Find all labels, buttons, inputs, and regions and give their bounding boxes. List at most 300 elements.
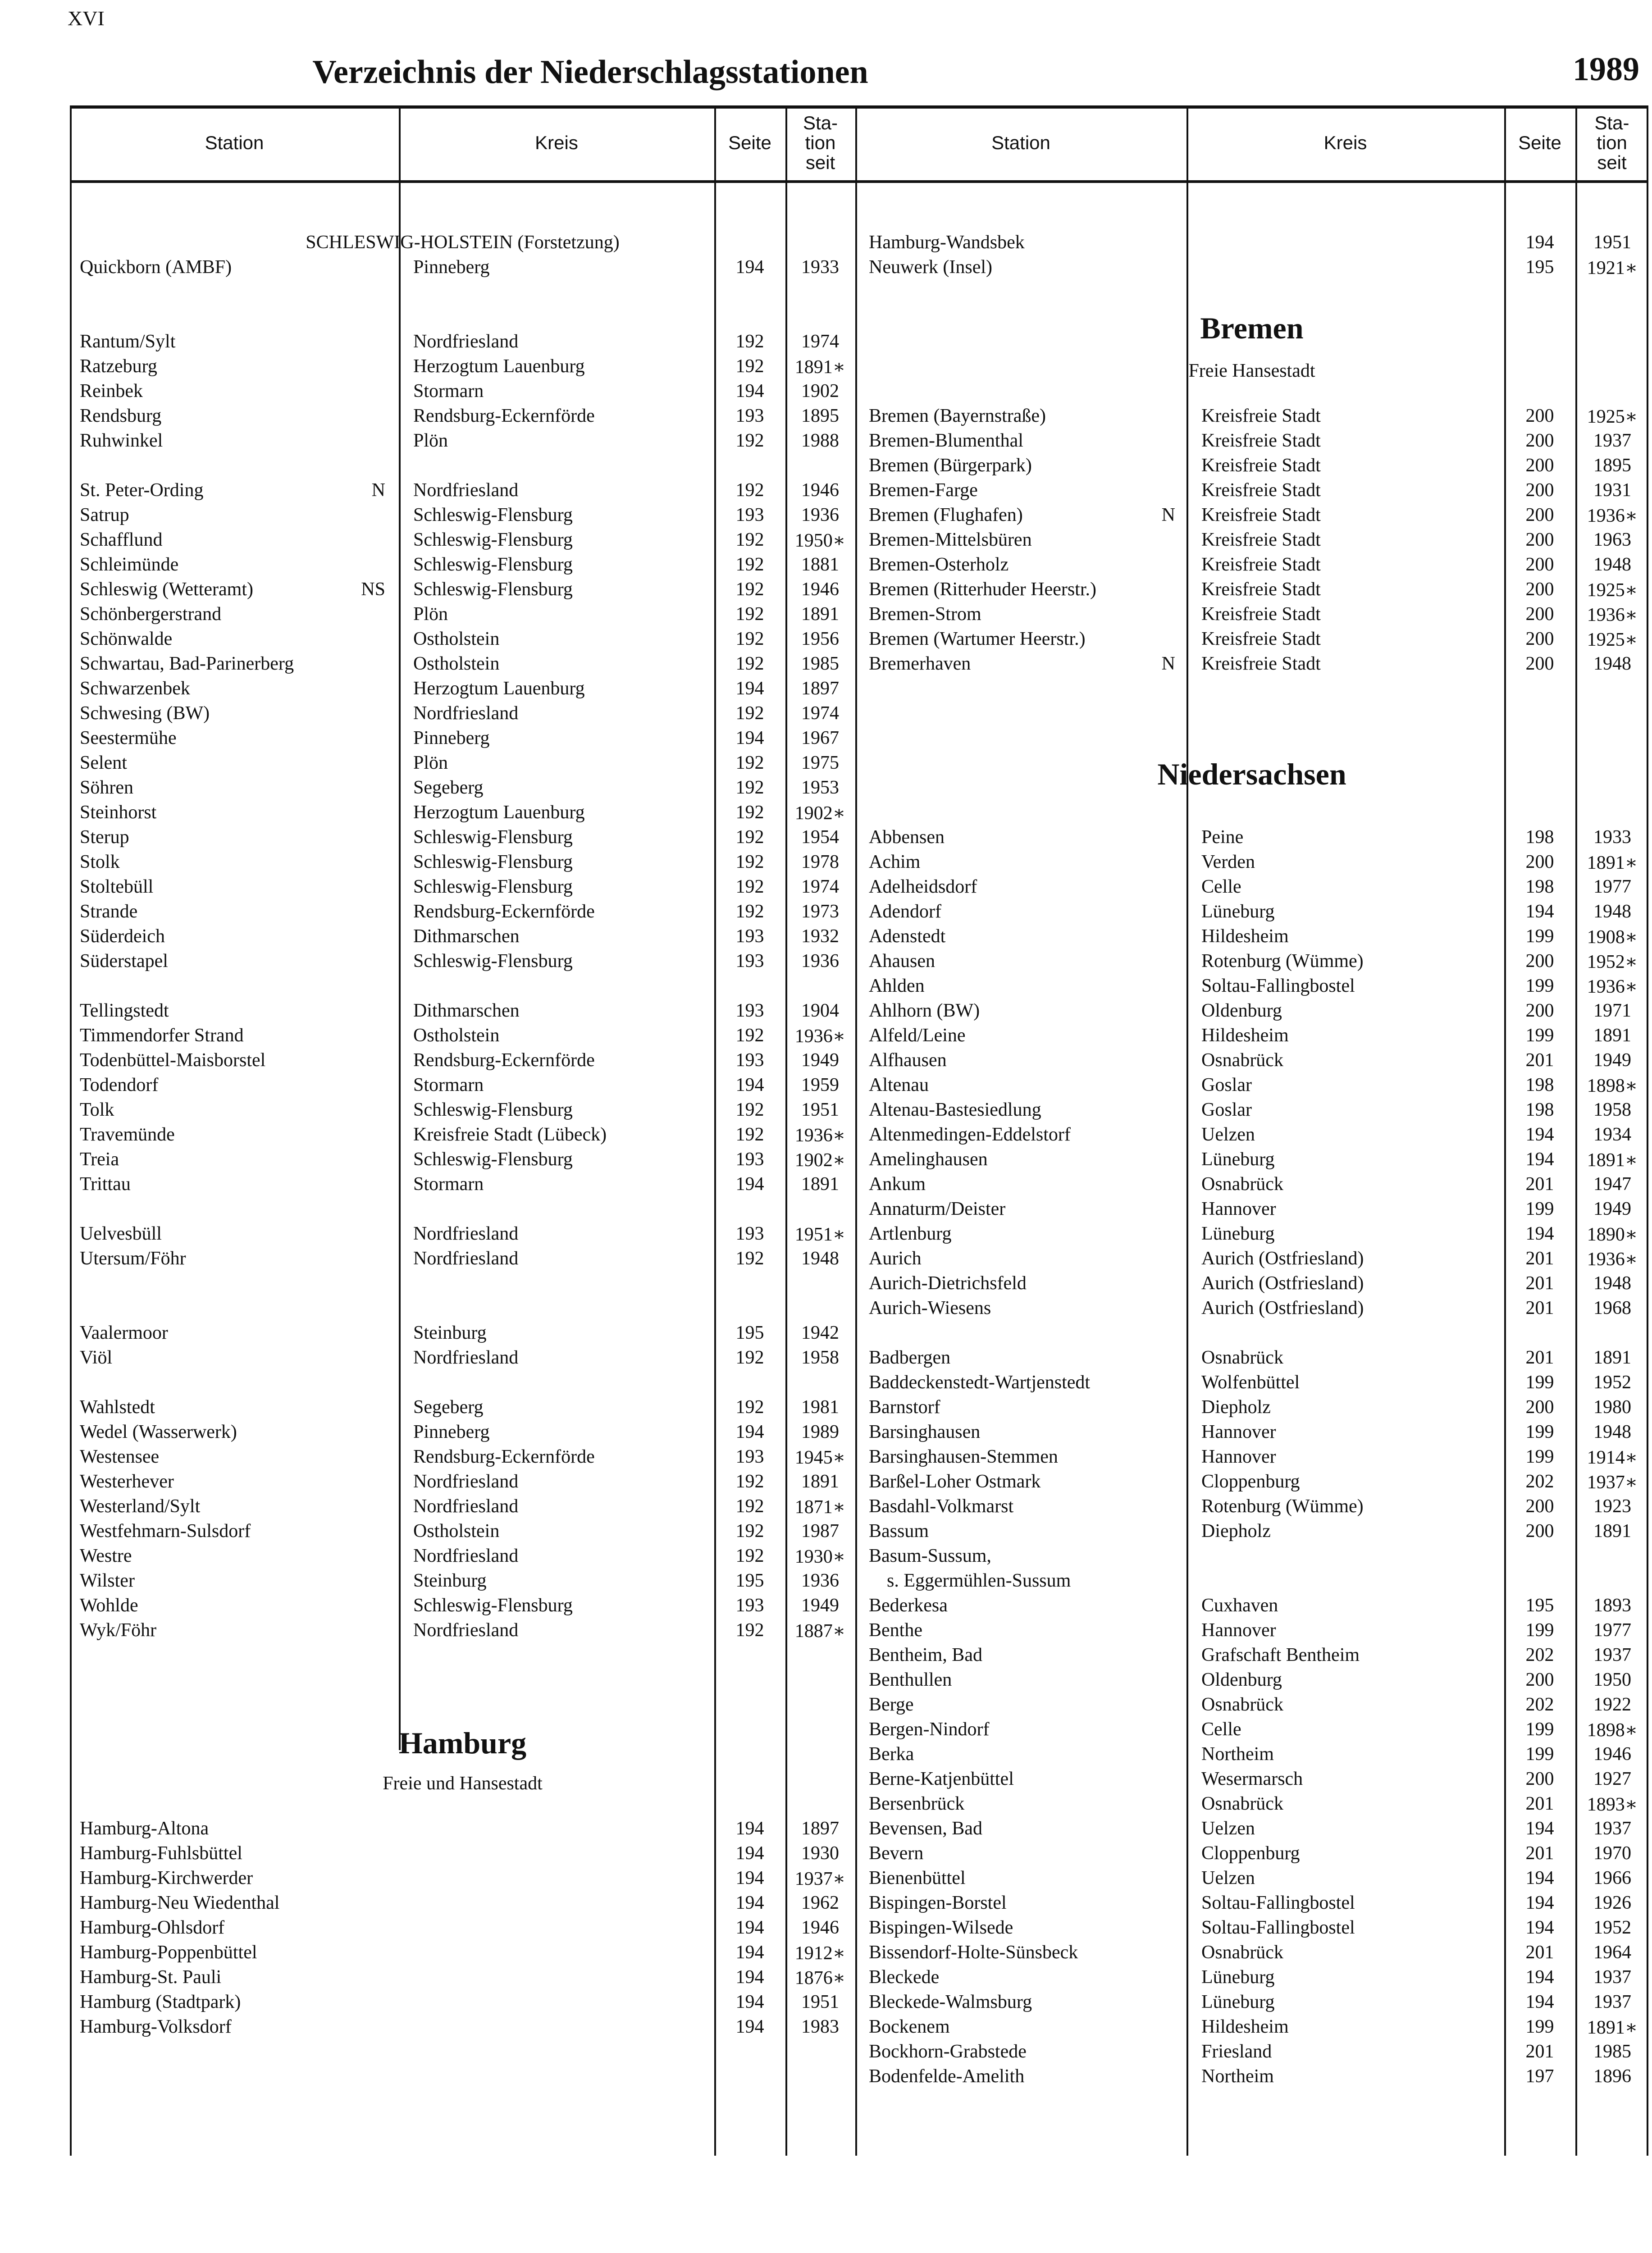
seite-value: 201 [1525, 1174, 1554, 1195]
station-since-value: 1937 [1593, 430, 1631, 451]
station-since-value: 1897 [801, 1818, 839, 1839]
kreis-name: Kreisfreie Stadt [1201, 629, 1321, 649]
station-name: Selent [80, 753, 127, 773]
seite-value: 194 [735, 1422, 764, 1442]
station-name: Todendorf [80, 1075, 159, 1095]
station-name: Hamburg-Altona [80, 1818, 209, 1839]
kreis-name: Osnabrück [1201, 1347, 1283, 1368]
kreis-name: Rotenburg (Wümme) [1201, 1496, 1364, 1517]
table-row [855, 926, 1648, 950]
table-row [70, 752, 855, 777]
table-row [70, 1496, 855, 1520]
table-row [855, 1768, 1648, 1793]
kreis-name: Rendsburg-Eckernförde [413, 1050, 595, 1071]
table-row [855, 2016, 1648, 2041]
seite-value: 202 [1525, 1694, 1554, 1715]
station-since-value: 1948 [801, 1248, 839, 1269]
seite-value: 194 [735, 1893, 764, 1913]
table-row [855, 1966, 1648, 1991]
seite-value: 192 [735, 827, 764, 848]
station-since-value: 1948 [1593, 1422, 1631, 1442]
table-row [70, 851, 855, 876]
station-name: Trittau [80, 1174, 131, 1195]
station-since-value: 1958 [801, 1347, 839, 1368]
table-row [70, 802, 855, 826]
table-row [855, 1000, 1648, 1025]
station-name: Schafflund [80, 529, 163, 550]
kreis-name: Kreisfreie Stadt [1201, 480, 1321, 501]
kreis-name: Steinburg [413, 1323, 487, 1343]
kreis-name: Schleswig-Flensburg [413, 1595, 573, 1616]
kreis-name: Ostholstein [413, 1025, 500, 1046]
table-row [70, 653, 855, 678]
table-row [855, 1743, 1648, 1768]
kreis-name: Rendsburg-Eckernförde [413, 901, 595, 922]
seite-value: 192 [735, 753, 764, 773]
station-name: Ahausen [869, 951, 935, 971]
station-since-value: 1951∗ [794, 1224, 846, 1245]
station-name: Altenmedingen-Eddelstorf [869, 1124, 1071, 1145]
seite-value: 201 [1525, 1347, 1554, 1368]
seite-value: 200 [1525, 1496, 1554, 1517]
station-name: Wahlstedt [80, 1397, 155, 1418]
seite-value: 201 [1525, 1843, 1554, 1864]
kreis-name: Hannover [1201, 1620, 1276, 1641]
station-since-value: 1891 [1593, 1025, 1631, 1046]
station-name: Wyk/Föhr [80, 1620, 157, 1641]
station-flag: NS [361, 579, 385, 600]
station-name: Travemünde [80, 1124, 175, 1145]
station-since-value: 1925∗ [1587, 580, 1638, 601]
seite-value: 192 [735, 430, 764, 451]
seite-value: 198 [1525, 876, 1554, 897]
kreis-name: Hannover [1201, 1422, 1276, 1442]
kreis-name: Kreisfreie Stadt [1201, 406, 1321, 426]
table-row [70, 1099, 855, 1124]
table-row [855, 1694, 1648, 1719]
section-note: SCHLESWIG-HOLSTEIN (Forstetzung) [306, 232, 620, 253]
station-since-value: 1933 [1593, 827, 1631, 848]
table-row [855, 256, 1648, 281]
seite-value: 192 [735, 1025, 764, 1046]
kreis-name: Dithmarschen [413, 926, 520, 947]
kreis-name: Plön [413, 753, 448, 773]
seite-value: 194 [735, 1174, 764, 1195]
kreis-name: Nordfriesland [413, 480, 519, 501]
station-name: Strande [80, 901, 138, 922]
kreis-name: Pinneberg [413, 728, 490, 748]
station-since-value: 1974 [801, 703, 839, 724]
station-since-value: 1948 [1593, 554, 1631, 575]
station-name: Basdahl-Volkmarst [869, 1496, 1014, 1517]
table-row [855, 579, 1648, 603]
table-row [855, 2066, 1648, 2090]
station-name: Schönwalde [80, 629, 173, 649]
kreis-name: Celle [1201, 876, 1241, 897]
table-row [70, 1396, 855, 1421]
table-row [70, 1520, 855, 1545]
station-since-value: 1936∗ [794, 1026, 846, 1047]
seite-value: 200 [1525, 604, 1554, 625]
station-since-value: 1985 [1593, 2041, 1631, 2062]
station-name: Bienenbüttel [869, 1868, 966, 1888]
seite-value: 193 [735, 1149, 764, 1170]
station-since-value: 1891∗ [1587, 853, 1638, 873]
station-since-value: 1973 [801, 901, 839, 922]
table-row [70, 1818, 855, 1843]
seite-value: 192 [735, 852, 764, 872]
table-row [855, 529, 1648, 554]
table-row [70, 1917, 855, 1942]
station-since-value: 1893 [1593, 1595, 1631, 1616]
station-name: Bremen (Wartumer Heerstr.) [869, 629, 1086, 649]
table-row [70, 479, 855, 504]
kreis-name: Kreisfreie Stadt [1201, 455, 1321, 476]
table-row [855, 901, 1648, 926]
seite-value: 193 [735, 1223, 764, 1244]
station-name: Hamburg-Ohlsdorf [80, 1917, 225, 1938]
station-name: Barsinghausen [869, 1422, 981, 1442]
kreis-name: Dithmarschen [413, 1000, 520, 1021]
table-row [855, 1272, 1648, 1297]
seite-value: 200 [1525, 1669, 1554, 1690]
station-since-value: 1942 [801, 1323, 839, 1343]
table-row [855, 1619, 1648, 1644]
station-name: Treia [80, 1149, 119, 1170]
seite-value: 193 [735, 926, 764, 947]
kreis-name: Grafschaft Bentheim [1201, 1645, 1360, 1665]
station-name: Schwartau, Bad-Parinerberg [80, 653, 294, 674]
station-name: Bremen-Farge [869, 480, 978, 501]
station-since-value: 1946 [801, 579, 839, 600]
seite-value: 194 [735, 1075, 764, 1095]
station-since-value: 1932 [801, 926, 839, 947]
station-since-value: 1936 [801, 505, 839, 525]
station-since-value: 1931 [1593, 480, 1631, 501]
station-since-value: 1951 [1593, 232, 1631, 253]
station-name: Schönbergerstrand [80, 604, 222, 625]
seite-value: 193 [735, 951, 764, 971]
kreis-name: Oldenburg [1201, 1000, 1282, 1021]
station-name: Reinbek [80, 381, 143, 401]
station-since-value: 1981 [801, 1397, 839, 1418]
station-flag: N [371, 480, 385, 501]
seite-value: 200 [1525, 579, 1554, 600]
table-row [855, 1843, 1648, 1867]
seite-value: 192 [735, 554, 764, 575]
seite-value: 192 [735, 1471, 764, 1492]
station-name: Hamburg (Stadtpark) [80, 1992, 241, 2012]
kreis-name: Nordfriesland [413, 331, 519, 352]
table-row [70, 1347, 855, 1372]
seite-value: 192 [735, 703, 764, 724]
station-name: Benthe [869, 1620, 922, 1641]
station-since-value: 1891 [801, 604, 839, 625]
seite-value: 202 [1525, 1645, 1554, 1665]
station-since-value: 1989 [801, 1422, 839, 1442]
table-row [855, 1818, 1648, 1843]
kreis-name: Hildesheim [1201, 1025, 1289, 1046]
table-row [855, 851, 1648, 876]
station-name: Wedel (Wasserwerk) [80, 1422, 237, 1442]
table-row [855, 455, 1648, 479]
seite-value: 193 [735, 406, 764, 426]
station-since-value: 1937 [1593, 1967, 1631, 1988]
station-since-value: 1936 [801, 951, 839, 971]
table-row [70, 1942, 855, 1966]
station-since-value: 1936∗ [794, 1125, 846, 1146]
table-row [70, 1595, 855, 1619]
seite-value: 200 [1525, 455, 1554, 476]
table-row [70, 1892, 855, 1917]
seite-value: 194 [1525, 1917, 1554, 1938]
station-since-value: 1952 [1593, 1372, 1631, 1393]
station-name: Ahlhorn (BW) [869, 1000, 980, 1021]
table-row [855, 1347, 1648, 1372]
kreis-name: Nordfriesland [413, 1620, 519, 1641]
table-row [855, 1074, 1648, 1099]
seite-value: 199 [1525, 1446, 1554, 1467]
station-name: Uelvesbüll [80, 1223, 162, 1244]
station-name: Wohlde [80, 1595, 138, 1616]
station-name: Adendorf [869, 901, 941, 922]
table-row [70, 603, 855, 628]
table-row [70, 529, 855, 554]
station-name: Todenbüttel-Maisborstel [80, 1050, 266, 1071]
table-row [855, 1496, 1648, 1520]
table-row [855, 1793, 1648, 1818]
table-row [70, 579, 855, 603]
station-since-value: 1948 [1593, 1273, 1631, 1294]
kreis-name: Schleswig-Flensburg [413, 1149, 573, 1170]
table-row [70, 901, 855, 926]
station-name: Altenau [869, 1075, 929, 1095]
station-since-value: 1964 [1593, 1942, 1631, 1963]
station-since-value: 1977 [1593, 1620, 1631, 1641]
table-row [855, 1917, 1648, 1942]
table-row [855, 603, 1648, 628]
seite-value: 200 [1525, 1521, 1554, 1542]
kreis-name: Hannover [1201, 1199, 1276, 1219]
station-since-value: 1951 [801, 1099, 839, 1120]
station-name: Alfeld/Leine [869, 1025, 966, 1046]
header-kreis: Kreis [535, 132, 578, 153]
station-since-value: 1936∗ [1587, 506, 1638, 526]
seite-value: 192 [735, 629, 764, 649]
seite-value: 201 [1525, 1942, 1554, 1963]
station-since-value: 1980 [1593, 1397, 1631, 1418]
seite-value: 200 [1525, 554, 1554, 575]
table-row [855, 1372, 1648, 1396]
station-name: Amelinghausen [869, 1149, 988, 1170]
seite-value: 200 [1525, 629, 1554, 649]
seite-value: 192 [735, 1099, 764, 1120]
station-since-value: 1937∗ [1587, 1472, 1638, 1493]
station-name: Hamburg-Kirchwerder [80, 1868, 253, 1888]
station-since-value: 1908∗ [1587, 927, 1638, 948]
kreis-name: Soltau-Fallingbostel [1201, 976, 1355, 996]
station-since-value: 1968 [1593, 1298, 1631, 1318]
seite-value: 199 [1525, 1744, 1554, 1765]
seite-value: 193 [735, 1595, 764, 1616]
table-row [855, 1867, 1648, 1892]
station-name: Bremen-Osterholz [869, 554, 1009, 575]
seite-value: 201 [1525, 2041, 1554, 2062]
table-row [855, 1644, 1648, 1669]
header-station: Station [205, 132, 264, 153]
section-title-bremen: Bremen [1200, 311, 1304, 345]
table-row [855, 479, 1648, 504]
station-name: Bleckede-Walmsburg [869, 1992, 1032, 2012]
station-name: Bodenfelde-Amelith [869, 2066, 1025, 2087]
seite-value: 192 [735, 1124, 764, 1145]
table-row [70, 405, 855, 430]
seite-value: 194 [1525, 1868, 1554, 1888]
kreis-name: Nordfriesland [413, 1496, 519, 1517]
table-row [855, 1049, 1648, 1074]
table-row [70, 331, 855, 356]
station-since-value: 1891∗ [1587, 1150, 1638, 1171]
station-name: s. Eggermühlen-Sussum [887, 1570, 1071, 1591]
station-since-value: 1949 [801, 1050, 839, 1071]
kreis-name: Goslar [1201, 1075, 1252, 1095]
station-name: Altenau-Bastesiedlung [869, 1099, 1041, 1120]
kreis-name: Wesermarsch [1201, 1769, 1303, 1789]
table-row [855, 1173, 1648, 1198]
station-since-value: 1902∗ [794, 803, 846, 824]
header-seite: Seite [1518, 132, 1561, 153]
station-since-value: 1904 [801, 1000, 839, 1021]
station-since-value: 1946 [1593, 1744, 1631, 1765]
station-name: Timmendorfer Strand [80, 1025, 244, 1046]
kreis-name: Lüneburg [1201, 1223, 1275, 1244]
station-name: Bremen (Bürgerpark) [869, 455, 1032, 476]
table-row [70, 1248, 855, 1272]
station-since-value: 1987 [801, 1521, 839, 1542]
station-since-value: 1949 [1593, 1050, 1631, 1071]
table-row [70, 826, 855, 851]
kreis-name: Kreisfreie Stadt (Lübeck) [413, 1124, 607, 1145]
station-flag: N [1161, 505, 1175, 525]
kreis-name: Stormarn [413, 1174, 484, 1195]
station-since-value: 1925∗ [1587, 629, 1638, 650]
seite-value: 200 [1525, 1769, 1554, 1789]
station-since-value: 1948 [1593, 901, 1631, 922]
table-row [855, 1545, 1648, 1570]
station-since-value: 1936 [801, 1570, 839, 1591]
seite-value: 201 [1525, 1273, 1554, 1294]
seite-value: 199 [1525, 1372, 1554, 1393]
station-name: Süderstapel [80, 951, 168, 971]
table-row [70, 876, 855, 901]
station-since-value: 1890∗ [1587, 1224, 1638, 1245]
seite-value: 192 [735, 876, 764, 897]
station-since-value: 1898∗ [1587, 1076, 1638, 1096]
kreis-name: Plön [413, 430, 448, 451]
seite-value: 199 [1525, 1025, 1554, 1046]
seite-value: 194 [735, 1868, 764, 1888]
kreis-name: Kreisfreie Stadt [1201, 604, 1321, 625]
station-name: Berne-Katjenbüttel [869, 1769, 1014, 1789]
station-since-value: 1922 [1593, 1694, 1631, 1715]
table-row [855, 232, 1648, 256]
table-row [855, 1719, 1648, 1743]
seite-value: 192 [735, 802, 764, 823]
station-name: Bremen-Blumenthal [869, 430, 1023, 451]
station-name: Barnstorf [869, 1397, 940, 1418]
station-name: Bederkesa [869, 1595, 948, 1616]
station-since-value: 1871∗ [794, 1497, 846, 1518]
station-since-value: 1936∗ [1587, 1249, 1638, 1270]
seite-value: 194 [1525, 232, 1554, 253]
station-since-value: 1959 [801, 1075, 839, 1095]
station-since-value: 1891∗ [794, 357, 846, 378]
station-name: Westre [80, 1546, 132, 1566]
station-since-value: 1977 [1593, 876, 1631, 897]
kreis-name: Northeim [1201, 1744, 1274, 1765]
station-since-value: 1937∗ [794, 1869, 846, 1889]
table-row [70, 430, 855, 455]
station-since-value: 1988 [801, 430, 839, 451]
station-since-value: 1921∗ [1587, 258, 1638, 278]
table-row [855, 1223, 1648, 1248]
seite-value: 201 [1525, 1298, 1554, 1318]
station-name: Barßel-Loher Ostmark [869, 1471, 1041, 1492]
table-row [855, 628, 1648, 653]
station-since-value: 1967 [801, 728, 839, 748]
kreis-name: Osnabrück [1201, 1694, 1283, 1715]
station-since-value: 1902 [801, 381, 839, 401]
header-station-seit: Sta- tion seit [1594, 112, 1629, 173]
station-name: Quickborn (AMBF) [80, 257, 232, 278]
table-row [70, 1843, 855, 1867]
station-since-value: 1954 [801, 827, 839, 848]
kreis-name: Lüneburg [1201, 1967, 1275, 1988]
table-row [855, 1595, 1648, 1619]
seite-value: 192 [735, 604, 764, 625]
station-since-value: 1876∗ [794, 1968, 846, 1988]
seite-value: 199 [1525, 976, 1554, 996]
table-row [855, 1149, 1648, 1173]
station-name: Barsinghausen-Stemmen [869, 1446, 1058, 1467]
station-name: Seestermühe [80, 728, 177, 748]
seite-value: 195 [735, 1570, 764, 1591]
kreis-name: Uelzen [1201, 1818, 1255, 1839]
kreis-name: Herzogtum Lauenburg [413, 678, 585, 699]
station-name: Achim [869, 852, 921, 872]
seite-value: 194 [1525, 1818, 1554, 1839]
kreis-name: Lüneburg [1201, 1149, 1275, 1170]
station-since-value: 1975 [801, 753, 839, 773]
table-row [70, 1025, 855, 1049]
station-name: Neuwerk (Insel) [869, 257, 993, 278]
seite-value: 194 [735, 257, 764, 278]
station-since-value: 1896 [1593, 2066, 1631, 2087]
station-since-value: 1963 [1593, 529, 1631, 550]
station-since-value: 1974 [801, 331, 839, 352]
station-name: Schwarzenbek [80, 678, 190, 699]
kreis-name: Osnabrück [1201, 1942, 1283, 1963]
station-name: Bremen (Flughafen) [869, 505, 1023, 525]
seite-value: 192 [735, 1496, 764, 1517]
seite-value: 197 [1525, 2066, 1554, 2087]
station-since-value: 1887∗ [794, 1621, 846, 1642]
kreis-name: Schleswig-Flensburg [413, 951, 573, 971]
kreis-name: Schleswig-Flensburg [413, 852, 573, 872]
kreis-name: Aurich (Ostfriesland) [1201, 1273, 1364, 1294]
kreis-name: Pinneberg [413, 257, 490, 278]
station-name: Schwesing (BW) [80, 703, 210, 724]
